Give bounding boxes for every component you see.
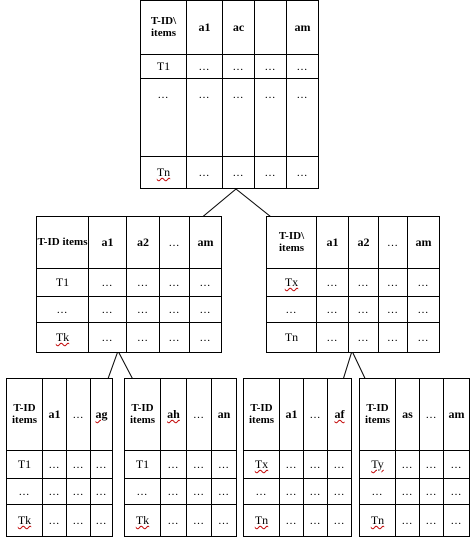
- cell-dots: …: [190, 323, 222, 353]
- row-label-tk: Tk: [37, 323, 89, 353]
- cell-dots: …: [187, 157, 223, 189]
- row-label-tk: Tk: [7, 505, 43, 537]
- cell-dots: …: [91, 505, 113, 537]
- level2-left-table: [36, 216, 222, 353]
- cell-dots: …: [304, 479, 328, 505]
- row-label-tx: Tx: [244, 451, 280, 479]
- cell-dots: …: [190, 297, 222, 323]
- cell-dots: …: [89, 297, 127, 323]
- cell-dots: …: [89, 323, 127, 353]
- row-label-tk: Tk: [125, 505, 161, 537]
- row-label-tx: Tx: [267, 269, 317, 297]
- cell-dots: …: [317, 269, 349, 297]
- col-ag: ag: [91, 379, 113, 451]
- cell-dots: …: [408, 297, 440, 323]
- cell-dots: …: [67, 479, 91, 505]
- cell-dots: …: [43, 451, 67, 479]
- col-a1: a1: [89, 217, 127, 269]
- cell-dots: …: [190, 269, 222, 297]
- level3-table-4: [359, 378, 470, 537]
- row-label-t1: T1: [37, 269, 89, 297]
- cell-dots: …: [223, 55, 255, 79]
- cell-dots: …: [187, 55, 223, 79]
- cell-dots: …: [349, 269, 379, 297]
- row-label-tn: Tn: [360, 505, 396, 537]
- row-label-t1: T1: [141, 55, 187, 79]
- header-tid-items: T-ID items: [37, 217, 89, 269]
- row-label-t1: T1: [125, 451, 161, 479]
- cell-dots: …: [161, 479, 187, 505]
- header-tid-items: T-ID items: [125, 379, 161, 451]
- col-ellipsis: …: [304, 379, 328, 451]
- cell-dots: …: [160, 297, 190, 323]
- cell-dots: …: [255, 157, 287, 189]
- col-an: an: [212, 379, 237, 451]
- cell-dots: …: [89, 269, 127, 297]
- cell-dots: …: [420, 479, 444, 505]
- cell-dots: …: [127, 323, 160, 353]
- cell-dots: …: [328, 505, 352, 537]
- cell-dots: …: [187, 505, 212, 537]
- col-ellipsis: …: [160, 217, 190, 269]
- cell-dots: …: [67, 451, 91, 479]
- cell-dots: …: [280, 451, 304, 479]
- col-a2: a2: [349, 217, 379, 269]
- col-a2: a2: [127, 217, 160, 269]
- row-label-ellipsis: …: [244, 479, 280, 505]
- level2-right-table: [266, 216, 440, 353]
- root-table: [140, 0, 319, 189]
- col-a1: a1: [317, 217, 349, 269]
- col-ellipsis: …: [187, 379, 212, 451]
- row-label-tn: Tn: [141, 157, 187, 189]
- col-a1: a1: [280, 379, 304, 451]
- cell-dots: …: [444, 451, 470, 479]
- cell-dots: …: [43, 505, 67, 537]
- cell-dots: …: [328, 451, 352, 479]
- row-label-t1: T1: [7, 451, 43, 479]
- row-label-ellipsis: …: [37, 297, 89, 323]
- cell-dots: …: [317, 297, 349, 323]
- row-label-tn: Tn: [267, 323, 317, 353]
- cell-dots: …: [349, 297, 379, 323]
- cell-dots: …: [127, 297, 160, 323]
- level3-table-3: [243, 378, 352, 537]
- row-label-ellipsis: …: [141, 79, 187, 157]
- cell-dots: …: [255, 55, 287, 79]
- col-ellipsis: …: [379, 217, 408, 269]
- col-ac: ac: [223, 1, 255, 55]
- cell-dots: …: [255, 79, 287, 157]
- cell-dots: …: [444, 505, 470, 537]
- cell-dots: …: [223, 79, 255, 157]
- cell-dots: …: [127, 269, 160, 297]
- header-tid-items: T-ID\ items: [267, 217, 317, 269]
- cell-dots: …: [91, 451, 113, 479]
- col-ellipsis: …: [420, 379, 444, 451]
- cell-dots: …: [160, 269, 190, 297]
- row-label-tn: Tn: [244, 505, 280, 537]
- cell-dots: …: [161, 505, 187, 537]
- col-am: am: [287, 1, 319, 55]
- col-as: as: [396, 379, 420, 451]
- col-a1: a1: [43, 379, 67, 451]
- col-a1: a1: [187, 1, 223, 55]
- cell-dots: …: [187, 79, 223, 157]
- row-label-ellipsis: …: [267, 297, 317, 323]
- cell-dots: …: [160, 323, 190, 353]
- cell-dots: …: [43, 479, 67, 505]
- cell-dots: …: [444, 479, 470, 505]
- cell-dots: …: [223, 157, 255, 189]
- cell-dots: …: [379, 269, 408, 297]
- col-ah: ah: [161, 379, 187, 451]
- row-label-ellipsis: …: [7, 479, 43, 505]
- level3-table-2: [124, 378, 237, 537]
- cell-dots: …: [287, 157, 319, 189]
- col-empty: [255, 1, 287, 55]
- row-label-ellipsis: …: [360, 479, 396, 505]
- row-label-ellipsis: …: [125, 479, 161, 505]
- cell-dots: …: [287, 79, 319, 157]
- cell-dots: …: [328, 479, 352, 505]
- cell-dots: …: [408, 269, 440, 297]
- header-tid-items: T-ID items: [7, 379, 43, 451]
- cell-dots: …: [420, 451, 444, 479]
- cell-dots: …: [349, 323, 379, 353]
- col-am: am: [190, 217, 222, 269]
- cell-dots: …: [287, 55, 319, 79]
- cell-dots: …: [212, 451, 237, 479]
- header-tid-items: T-ID items: [360, 379, 396, 451]
- cell-dots: …: [161, 451, 187, 479]
- cell-dots: …: [396, 451, 420, 479]
- cell-dots: …: [379, 323, 408, 353]
- col-ellipsis: …: [67, 379, 91, 451]
- cell-dots: …: [91, 479, 113, 505]
- cell-dots: …: [379, 297, 408, 323]
- cell-dots: …: [212, 479, 237, 505]
- cell-dots: …: [67, 505, 91, 537]
- cell-dots: …: [408, 323, 440, 353]
- cell-dots: …: [280, 479, 304, 505]
- col-af: af: [328, 379, 352, 451]
- cell-dots: …: [317, 323, 349, 353]
- cell-dots: …: [304, 505, 328, 537]
- header-tid-items: T-ID items: [244, 379, 280, 451]
- cell-dots: …: [187, 451, 212, 479]
- header-tid-items: T-ID\ items: [141, 1, 187, 55]
- cell-dots: …: [396, 505, 420, 537]
- cell-dots: …: [420, 505, 444, 537]
- level3-table-1: [6, 378, 113, 537]
- col-am: am: [408, 217, 440, 269]
- cell-dots: …: [304, 451, 328, 479]
- cell-dots: …: [396, 479, 420, 505]
- row-label-ty: Ty: [360, 451, 396, 479]
- cell-dots: …: [187, 479, 212, 505]
- cell-dots: …: [212, 505, 237, 537]
- col-am: am: [444, 379, 470, 451]
- cell-dots: …: [280, 505, 304, 537]
